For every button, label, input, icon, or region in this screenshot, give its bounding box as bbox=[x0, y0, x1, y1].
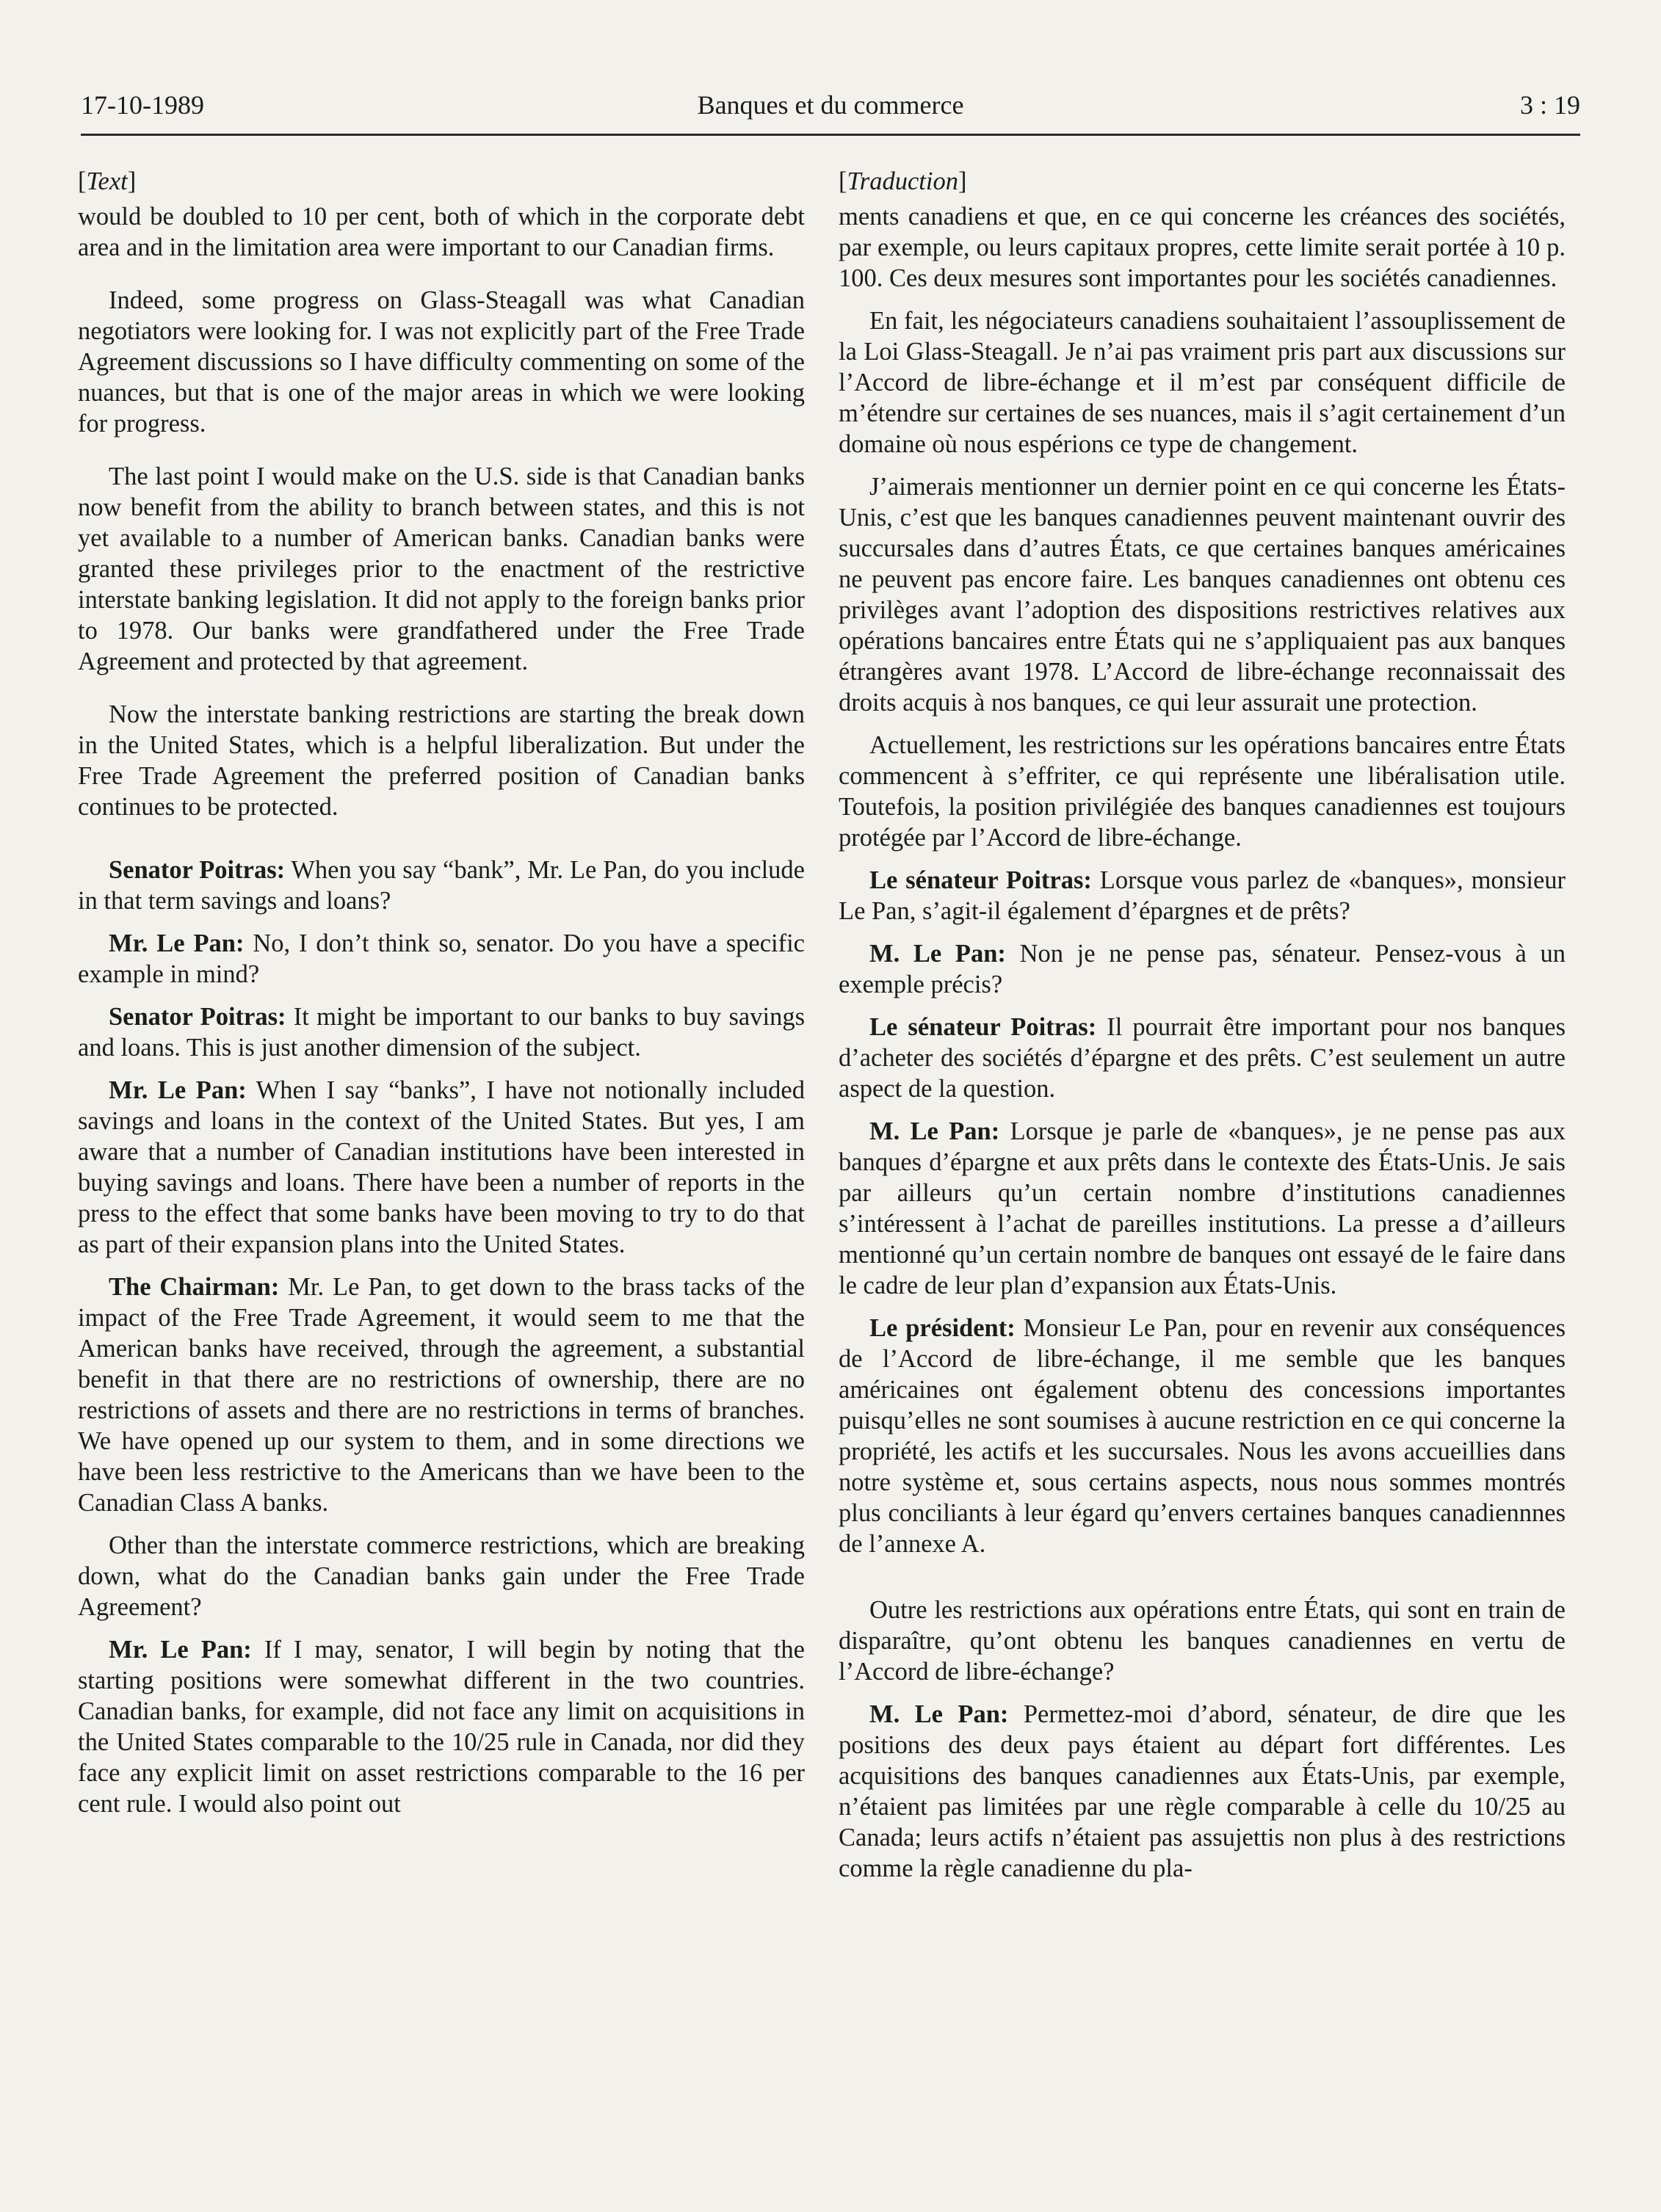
header-page-number: 3 : 19 bbox=[1519, 90, 1580, 120]
speaker-text: Lorsque je parle de «banques», je ne pense pas aux banques d’épargne et aux prêts dans le contexte des États-Unis. Je sais par ailleurs qu’un certain nombre d’institutions canadiennes s’intéressent à l’achat de pareilles institutions. La presse a d’ailleurs mentionné qu’un certain nombre de banques ont essayé de le faire dans le cadre de leur plan d’expansion aux États-Unis. bbox=[839, 1117, 1566, 1299]
speaker-turn bbox=[78, 1634, 805, 1819]
speaker-text: It might be important to our banks to buy savings and loans. This is just another dimension of the subject. bbox=[78, 1003, 805, 1062]
speaker-turn bbox=[839, 1116, 1566, 1301]
speaker-text: When I say “banks”, I have not notionally included savings and loans in the context of the United States. But yes, I am aware that a number of Canadian institutions have been interested in buying savings and loans. There have been a number of reports in the press to the effect that some banks have been moving to try to do that as part of their expansion plans into the United States. bbox=[78, 1076, 805, 1258]
speaker-turn bbox=[78, 1272, 805, 1518]
speaker-name: Le sénateur Poitras: bbox=[869, 1013, 1097, 1041]
speaker-name: Mr. Le Pan: bbox=[109, 1076, 247, 1104]
speaker-name: The Chairman: bbox=[109, 1273, 280, 1301]
speaker-name: M. Le Pan: bbox=[869, 940, 1006, 968]
speaker-turn bbox=[78, 1001, 805, 1063]
paragraph: ments canadiens et que, en ce qui concerne les créances des sociétés, par exemple, ou leurs capitaux propres, cette limite serait portée à 10 p. 100. Ces deux mesures sont importantes pour les sociétés canadiennes. bbox=[839, 203, 1566, 292]
speaker-name: Le sénateur Poitras: bbox=[869, 866, 1092, 894]
header-title: Banques et du commerce bbox=[697, 90, 964, 120]
english-column bbox=[78, 166, 805, 1831]
speaker-turn bbox=[78, 928, 805, 990]
paragraph: would be doubled to 10 per cent, both of which in the corporate debt area and in the limitation area were important to our Canadian firms. bbox=[78, 203, 805, 261]
speaker-name: Senator Poitras: bbox=[109, 1003, 286, 1031]
speaker-turn bbox=[839, 938, 1566, 1000]
text-tag: [Text] bbox=[78, 167, 137, 195]
french-column bbox=[839, 166, 1566, 1896]
speaker-text: Non je ne pense pas, sénateur. Pensez-vous à un exemple précis? bbox=[839, 940, 1566, 998]
speaker-turn bbox=[839, 865, 1566, 926]
speaker-text: Lorsque vous parlez de «banques», monsieur Le Pan, s’agit-il également d’épargnes et de prêts? bbox=[839, 866, 1566, 925]
paragraph: Other than the interstate commerce restrictions, which are breaking down, what do the Canadian banks gain under the Free Trade Agreement? bbox=[78, 1531, 805, 1621]
paragraph: Actuellement, les restrictions sur les opérations bancaires entre États commencent à s’effriter, ce qui représente une libéralisation utile. Toutefois, la position privilégiée des banques canadiennes est toujours protégée par l’Accord de libre-échange. bbox=[839, 731, 1566, 852]
speaker-name: M. Le Pan: bbox=[869, 1700, 1009, 1728]
speaker-text: Permettez-moi d’abord, sénateur, de dire que les positions des deux pays étaient au départ fort différentes. Les acquisitions des banques canadiennes aux États-Unis, par exemple, n’étaient pas limitées par une règle comparable à celle du 10/25 au Canada; leurs actifs n’étaient pas assujettis non plus à des restrictions comme la règle canadienne du pla- bbox=[839, 1700, 1566, 1882]
speaker-name: Mr. Le Pan: bbox=[109, 1636, 252, 1664]
speaker-text: No, I don’t think so, senator. Do you have a specific example in mind? bbox=[78, 929, 805, 988]
speaker-name: Senator Poitras: bbox=[109, 856, 286, 884]
text-tag-label: Text bbox=[86, 167, 128, 195]
speaker-text: When you say “bank”, Mr. Le Pan, do you include in that term savings and loans? bbox=[78, 856, 805, 915]
paragraph: Outre les restrictions aux opérations entre États, qui sont en train de disparaître, qu’ont obtenu les banques canadiennes en vertu de l’Accord de libre-échange? bbox=[839, 1596, 1566, 1686]
speaker-text: If I may, senator, I will begin by noting that the starting positions were somewhat different in the two countries. Canadian banks, for example, did not face any limit on acquisitions in the United States comparable to the 10/25 rule in Canada, nor did they face any explicit limit on asset restrictions comparable to the 16 per cent rule. I would also point out bbox=[78, 1636, 805, 1818]
speaker-name: Le président: bbox=[869, 1314, 1016, 1342]
speaker-turn bbox=[839, 1699, 1566, 1884]
paragraph: Indeed, some progress on Glass-Steagall was what Canadian negotiators were looking for. I was not explicitly part of the Free Trade Agreement discussions so I have difficulty commenting on some of the nuances, but that is one of the major areas in which we were looking for progress. bbox=[78, 286, 805, 438]
paragraph: The last point I would make on the U.S. side is that Canadian banks now benefit from the ability to branch between states, and this is not yet available to a number of American banks. Canadian banks were granted these privileges prior to the enactment of the restrictive interstate banking legislation. It did not apply to the foreign banks prior to 1978. Our banks were grandfathered under the Free Trade Agreement and protected by that agreement. bbox=[78, 463, 805, 675]
speaker-turn bbox=[839, 1012, 1566, 1104]
header-date: 17-10-1989 bbox=[81, 90, 204, 120]
speaker-name: Mr. Le Pan: bbox=[109, 929, 245, 957]
speaker-name: M. Le Pan: bbox=[869, 1117, 1000, 1145]
speaker-turn bbox=[839, 1313, 1566, 1559]
speaker-text: Monsieur Le Pan, pour en revenir aux conséquences de l’Accord de libre-échange, il me semble que les banques américaines ont également obtenu des concessions importantes puisqu’elles ne sont soumises à aucune restriction en ce qui concerne la propriété, les actifs et les succursales. Nous les avons accueillies dans notre système et, sous certains aspects, nous nous sommes montrés plus conciliants à leur égard qu’envers certaines banques canadiennnes de l’annexe A. bbox=[839, 1314, 1566, 1558]
speaker-turn bbox=[78, 1075, 805, 1260]
paragraph: J’aimerais mentionner un dernier point en ce qui concerne les États-Unis, c’est que les banques canadiennes peuvent maintenant ouvrir des succursales dans d’autres États, ce que certaines banques américaines ne peuvent pas encore faire. Les banques canadiennes ont obtenu ces privilèges avant l’adoption des dispositions restrictives relatives aux opérations bancaires entre États qui ne s’appliquaient pas aux banques étrangères avant 1978. L’Accord de libre-échange reconnaissait des droits acquis à nos banques, ce qui leur assurait une protection. bbox=[839, 473, 1566, 717]
paragraph: Now the interstate banking restrictions are starting the break down in the United States, which is a helpful liberalization. But under the Free Trade Agreement the preferred position of Canadian banks continues to be protected. bbox=[78, 700, 805, 821]
paragraph: En fait, les négociateurs canadiens souhaitaient l’assouplissement de la Loi Glass-Steagall. Je n’ai pas vraiment pris part aux discussions sur l’Accord de libre-échange et il m’est par conséquent difficile de m’étendre sur certaines de ses nuances, mais il s’agit certainement d’un domaine où nous espérions ce type de changement. bbox=[839, 307, 1566, 458]
translation-tag-label: Traduction bbox=[847, 167, 958, 195]
speaker-text: Mr. Le Pan, to get down to the brass tacks of the impact of the Free Trade Agreement, it would seem to me that the American banks have received, through the agreement, a substantial benefit in that there are no restrictions of ownership, there are no restrictions of assets and there are no restrictions in terms of branches. We have opened up our system to them, and in some directions we have been less restrictive to the Americans than we have been to the Canadian Class A banks. bbox=[78, 1273, 805, 1517]
page-header bbox=[81, 90, 1580, 136]
speaker-text: Il pourrait être important pour nos banques d’acheter des sociétés d’épargne et des prêts. C’est seulement un autre aspect de la question. bbox=[839, 1013, 1566, 1103]
translation-tag: [Traduction] bbox=[839, 167, 967, 195]
speaker-turn bbox=[78, 855, 805, 916]
